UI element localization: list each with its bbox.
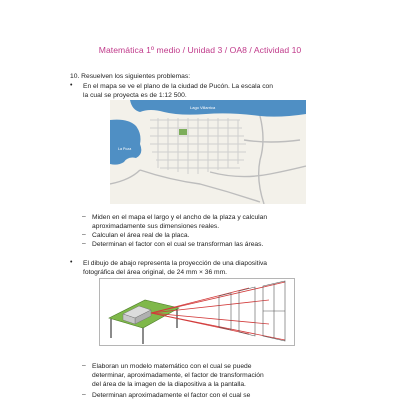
problem-1-task-1-line-2: aproximadamente sus dimensiones reales.	[92, 223, 220, 230]
section-heading: 10. Resuelven los siguientes problemas:	[70, 73, 191, 80]
dash-task-1: –	[82, 213, 86, 220]
problem-2-task-1-line-3: del área de la imagen de la diapositiva a la pantalla.	[92, 381, 246, 388]
page-header: Matemática 1º medio / Unidad 3 / OA8 / Actividad 10	[98, 45, 302, 55]
bullet-problem-1: •	[70, 82, 73, 89]
slide-projection-figure	[99, 278, 295, 346]
map-label-playa: La Poza	[118, 147, 132, 151]
problem-1-text-line-1: En el mapa se ve el plano de la ciudad de Pucón. La escala con	[83, 83, 273, 90]
problem-1-task-3: Determinan el factor con el cual se transforman las áreas.	[92, 241, 264, 248]
problem-2-text-line-2: fotográfica del área original, de 24 mm × 36 mm.	[83, 269, 228, 276]
map-label-lake: Lago Villarrica	[190, 105, 216, 110]
dash-task-5: –	[82, 391, 86, 398]
problem-1-task-1-line-1: Miden en el mapa el largo y el ancho de la plaza y calculan	[92, 214, 268, 221]
problem-1-text-line-2: la cual se proyecta es de 1:12 500.	[83, 92, 187, 99]
problem-2-task-1-line-1: Elaboran un modelo matemático con el cual se puede	[92, 363, 252, 370]
problem-2-task-2-line-1: Determinan aproximadamente el factor con el cual se	[92, 392, 251, 399]
projection-image	[99, 278, 295, 346]
bullet-problem-2: •	[70, 259, 73, 266]
dash-task-4: –	[82, 362, 86, 369]
dash-task-2: –	[82, 231, 86, 238]
plaza	[179, 129, 187, 135]
dash-task-3: –	[82, 240, 86, 247]
pucon-city-map	[110, 100, 306, 204]
map-image	[110, 100, 306, 204]
problem-2-task-1-line-2: determinar, aproximadamente, el factor de transformación	[92, 372, 264, 379]
problem-2-text-line-1: El dibujo de abajo representa la proyección de una diapositiva	[83, 260, 268, 267]
problem-1-task-2: Calculan el área real de la placa.	[92, 232, 190, 239]
